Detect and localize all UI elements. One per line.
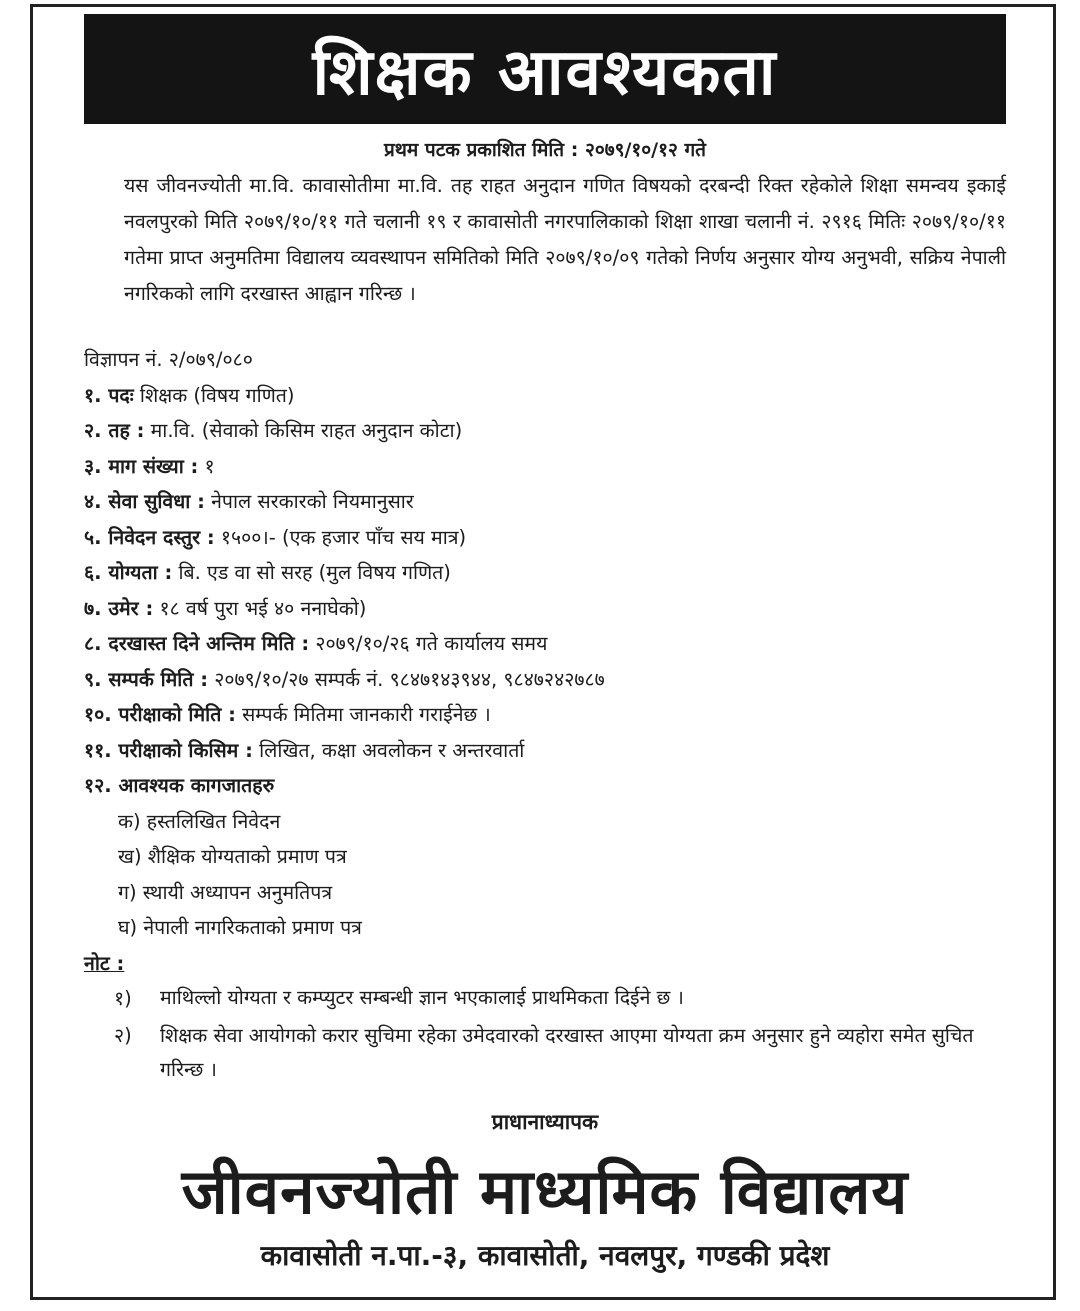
detail-label: १२. आवश्यक कागजातहरु <box>84 774 275 797</box>
detail-value: १५००।- (एक हजार पाँच सय मात्र) <box>214 525 467 549</box>
note-text: माथिल्लो योग्यता र कम्प्युटर सम्बन्धी ज्ञान भएकालाई प्राथमिकता दिईने छ । <box>160 986 684 1009</box>
publish-date: प्रथम पटक प्रकाशित मिति : २०७९/१०/१२ गते <box>383 139 707 161</box>
note-text: शिक्षक सेवा आयोगको करार सुचिमा रहेका उमेदवारको दरखास्त आएमा योग्यता क्रम अनुसार हुने व्यहोरा समेत सुचित गरिन्छ । <box>160 1023 974 1081</box>
detail-item-facility <box>84 484 1006 520</box>
note-item <box>84 1019 1006 1087</box>
detail-item-deadline <box>84 626 1006 662</box>
notice-title: शिक्षक आवश्यकता <box>84 14 1006 124</box>
detail-value: २०७९/१०/२७ सम्पर्क नं. ९८४७१४३९४४, ९८४७२४२७८७ <box>208 667 605 691</box>
detail-label: ३. माग संख्या : <box>84 454 199 478</box>
document-item: क) हस्तलिखित निवेदन <box>118 809 281 833</box>
detail-value: २०७९/१०/२६ गते कार्यालय समय <box>309 632 548 655</box>
detail-label: १. पदः <box>84 383 134 407</box>
detail-item-post <box>84 378 1006 414</box>
document-item: ग) स्थायी अध्यापन अनुमतिपत्र <box>118 880 333 904</box>
note-heading <box>84 946 1006 982</box>
detail-label: ७. उमेर : <box>84 596 154 620</box>
detail-item-qualification <box>84 555 1006 591</box>
note-number: २) <box>114 1023 132 1047</box>
detail-item-documents <box>84 768 1006 804</box>
detail-value: लिखित, कक्षा अवलोकन र अन्तरवार्ता <box>252 738 525 762</box>
detail-item-level <box>84 413 1006 449</box>
detail-item-age <box>84 591 1006 627</box>
signatory-title: प्राधानाध्यापक <box>491 1110 599 1134</box>
detail-label: ९. सम्पर्क मिति : <box>84 667 209 691</box>
detail-item-contact <box>84 662 1006 698</box>
detail-label: ६. योग्यता : <box>84 561 173 584</box>
detail-item-exam-type <box>84 733 1006 769</box>
detail-item-exam-date <box>84 697 1006 733</box>
detail-value: १ <box>198 454 215 478</box>
school-name: जीवनज्योती माध्यमिक विद्यालय <box>181 1155 909 1228</box>
detail-value: मा.वि. (सेवाको किसिम राहत अनुदान कोटा) <box>144 419 463 442</box>
detail-label: ५. निवेदन दस्तुर : <box>84 525 215 549</box>
detail-value: सम्पर्क मितिमा जानकारी गराईनेछ । <box>235 703 491 726</box>
detail-value: नेपाल सरकारको नियमानुसार <box>204 490 414 513</box>
detail-item-demand <box>84 449 1006 485</box>
ad-number: विज्ञापन नं. २/०७९/०८० <box>84 348 253 371</box>
note-number: १) <box>114 987 132 1010</box>
school-address: कावासोती न.पा.-३, कावासोती, नवलपुर, गण्डकी प्रदेश <box>260 1239 830 1272</box>
document-item: घ) नेपाली नागरिकताको प्रमाण पत्र <box>118 916 362 939</box>
details-list <box>84 342 1006 1087</box>
document-item: ख) शैक्षिक योग्यताको प्रमाण पत्र <box>118 845 347 868</box>
detail-label: २. तह : <box>84 419 145 442</box>
detail-label: ८. दरखास्त दिने अन्तिम मिति : <box>84 632 310 655</box>
detail-label: ११. परीक्षाको किसिम : <box>84 738 253 762</box>
intro-paragraph <box>84 168 1006 312</box>
detail-value: शिक्षक (विषय गणित) <box>133 383 295 407</box>
detail-label: ४. सेवा सुविधा : <box>84 490 205 513</box>
detail-value: बि. एड वा सो सरह (मुल विषय गणित) <box>172 561 451 584</box>
note-item <box>84 981 1006 1017</box>
intro-text: यस जीवनज्योती मा.वि. कावासोतीमा मा.वि. तह राहत अनुदान गणित विषयको दरबन्दी रिक्त रहेकोले शिक्षा समन्वय इकाई नवलपुरको मिति २०७९/१०/११ गते चलानी १९ र कावासोती नगरपालिकाको शिक्षा शाखा चलानी नं. २९१६ मितिः २०७९/१०/११ गतेमा प्राप्त अनुमतिमा विद्यालय व्यवस्थापन समितिको मिति २०७९/१०/०९ गतेको निर्णय अनुसार योग्य अनुभवी, सक्रिय नेपाली नगरिकको लागि दरखास्त आह्वान गरिन्छ । <box>124 174 1006 305</box>
detail-label: १०. परीक्षाको मिति : <box>84 703 236 726</box>
detail-value: १८ वर्ष पुरा भई ४० ननाघेको) <box>153 596 367 620</box>
note-title: नोट : <box>84 951 125 975</box>
detail-item-fee <box>84 520 1006 556</box>
